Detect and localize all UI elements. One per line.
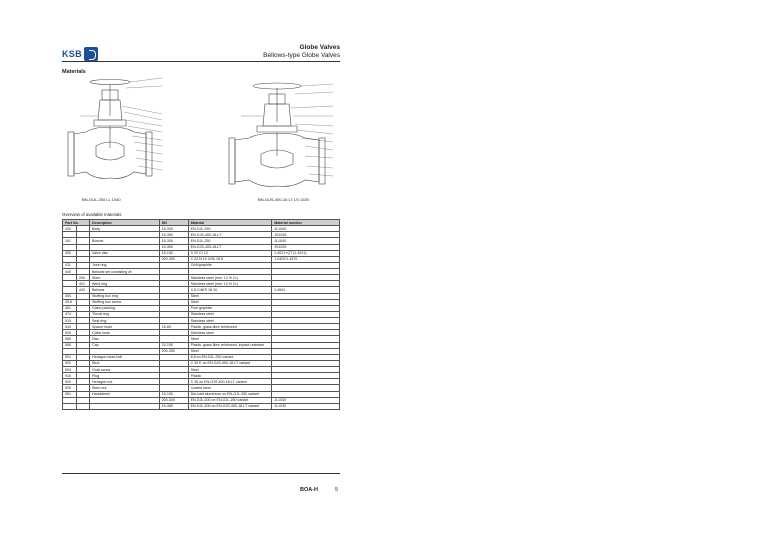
cell-part-no: 100 xyxy=(63,226,77,232)
cell-description: Cap xyxy=(89,342,159,348)
cell-description: Gland packing xyxy=(89,305,159,311)
cell-part-no: 515 xyxy=(63,318,77,324)
cell-dn: 200-300 xyxy=(159,397,188,403)
cell-description: Stem xyxy=(89,275,159,281)
table-caption: Overview of available materials xyxy=(62,212,122,217)
cell-part-no: 550 xyxy=(63,336,77,342)
cell-description: Seat ring xyxy=(89,318,159,324)
cell-part-no: 411 xyxy=(63,262,77,268)
cell-material-number: JS1025 xyxy=(272,232,340,238)
cell-part-no: 440 xyxy=(63,269,77,275)
cell-material: EN-GJS-400-18-LT xyxy=(188,232,272,238)
header-part-no: Part No. xyxy=(63,220,90,226)
cell-material-number: JL1030 xyxy=(272,403,340,409)
header-title: Globe Valves xyxy=(299,44,340,51)
cell-sub-part-no: 442 xyxy=(76,287,89,293)
cell-material: C 35 on EN-GJS-400-18-LT variant xyxy=(188,379,272,385)
cell-material-number: JL1030 xyxy=(272,397,340,403)
cell-dn: 15-300 xyxy=(159,226,188,232)
cell-dn: 200-350 xyxy=(159,348,188,354)
header-material-number: Material number xyxy=(272,220,340,226)
cell-material: Steel xyxy=(188,293,272,299)
cell-description: Collar bush xyxy=(89,330,159,336)
cell-dn: 15-150 xyxy=(159,391,188,397)
cell-part-no: 350 xyxy=(63,250,77,256)
cell-material: Stainless steel (min. 13 % Cr) xyxy=(188,275,272,281)
table-row xyxy=(63,403,340,409)
cell-dn: 15-65 xyxy=(159,324,188,330)
cell-description: Weld ring xyxy=(89,281,159,287)
cell-dn: 15-350 xyxy=(159,232,188,238)
cell-description: Handwheel xyxy=(89,391,159,397)
cell-dn: 15-150 xyxy=(159,250,188,256)
figure-right-caption: BN-GUS-400-16 LT LS 1025 xyxy=(258,197,309,202)
cell-material-number: JS1025 xyxy=(272,244,340,250)
cell-description: Thrust ring xyxy=(89,311,159,317)
cell-description: Valve disc xyxy=(89,250,159,256)
cell-material: Die-cast aluminium on EN-GJL-250 variant xyxy=(188,391,272,397)
cell-part-no: 920 xyxy=(63,379,77,385)
cell-part-no: 454 xyxy=(63,293,77,299)
cell-material: 8.8 on EN-GJL-250 variant xyxy=(188,354,272,360)
cell-description: Stem nut xyxy=(89,385,159,391)
cell-material: Steel xyxy=(188,299,272,305)
materials-table xyxy=(62,219,340,410)
cell-part-no: 961 xyxy=(63,391,77,397)
header-divider xyxy=(62,61,340,62)
ksb-logo-icon xyxy=(84,47,98,61)
cell-material: X 6 CrNiTi 18 10 xyxy=(188,287,272,293)
cell-material: Plastic xyxy=(188,373,272,379)
cell-material-number: JL1040 xyxy=(272,238,340,244)
cell-material: EN-GJL-200 on EN-GJL-250 variant xyxy=(188,397,272,403)
cell-material: EN-GJS-400-18-LT xyxy=(188,244,272,250)
valve-drawing-right xyxy=(225,76,350,191)
cell-material: C 22,N 10 CrNi 18 8 xyxy=(188,256,272,262)
cell-description: Joint ring xyxy=(89,262,159,268)
cell-description: Grub screw xyxy=(89,367,159,373)
cell-material: EN-GJL-250 xyxy=(188,238,272,244)
cell-description: Bellows xyxy=(89,287,159,293)
cell-material: Coated steel xyxy=(188,385,272,391)
cell-part-no: 580 xyxy=(63,342,77,348)
cell-part-no: 45.6 xyxy=(63,299,77,305)
cell-material-number: 1.4021+QT (1.4021) xyxy=(272,250,340,256)
cell-material: Stainless steel (min. 13 % Cr) xyxy=(188,281,272,287)
cell-material-number: 1.0402/1.4370 xyxy=(272,256,340,262)
cell-part-no: 161 xyxy=(63,238,77,244)
cell-material: Stainless steel xyxy=(188,330,272,336)
cell-part-no: 474 xyxy=(63,311,77,317)
cell-material: Plastic, glass-fibre reinforced, impact-resistant xyxy=(188,342,272,348)
section-heading: Materials xyxy=(62,69,86,75)
cell-dn: 15-350 xyxy=(159,244,188,250)
cell-material: Steel xyxy=(188,367,272,373)
cell-material-number: 1.4541 xyxy=(272,287,340,293)
cell-description: Disc xyxy=(89,336,159,342)
cell-description: Hexagon nut xyxy=(89,379,159,385)
cell-dn: 15-350 xyxy=(159,403,188,409)
cell-material-number: JL1040 xyxy=(272,226,340,232)
materials-table-body xyxy=(63,226,340,410)
cell-description: Spacer bush xyxy=(89,324,159,330)
cell-part-no: 461 xyxy=(63,305,77,311)
cell-material: Steel xyxy=(188,336,272,342)
cell-sub-part-no: 401 xyxy=(76,281,89,287)
cell-part-no: 902 xyxy=(63,360,77,366)
cell-description: Stuffing box screw xyxy=(89,299,159,305)
cell-material: Pure graphite xyxy=(188,305,272,311)
header-description: Description xyxy=(89,220,159,226)
cell-sub-part-no xyxy=(76,403,89,409)
cell-material: CrNi/graphite xyxy=(188,262,272,268)
header-subtitle: Bellows-type Globe Valves xyxy=(263,52,340,59)
cell-material: Plastic, glass-fibre reinforced xyxy=(188,324,272,330)
header-dn: DN xyxy=(159,220,188,226)
cell-description xyxy=(89,403,159,409)
footer-doc-code: BOA-H xyxy=(300,487,319,493)
cell-part-no: 916 xyxy=(63,373,77,379)
cell-material: X 20 Cr 13 xyxy=(188,250,272,256)
cell-material: Stainless steel xyxy=(188,318,272,324)
cell-material: Stainless steel xyxy=(188,311,272,317)
cell-dn: 15-150 xyxy=(159,342,188,348)
cell-part-no xyxy=(63,403,77,409)
figure-left-caption: BN-GUL-250 LL 1040 xyxy=(82,197,121,202)
cell-description: Bonnet xyxy=(89,238,159,244)
brand-name: KSB xyxy=(62,49,82,59)
cell-description: Stuffing box ring xyxy=(89,293,159,299)
cell-part-no: 925 xyxy=(63,385,77,391)
cell-material: Steel xyxy=(188,348,272,354)
cell-description: Stud xyxy=(89,360,159,366)
cell-dn: 200-350 xyxy=(159,256,188,262)
cell-dn: 15-300 xyxy=(159,238,188,244)
cell-material: EN-GJL-200 on EN-GJS-400-18-LT variant xyxy=(188,403,272,409)
cell-sub-part-no: 200 xyxy=(76,275,89,281)
valve-drawing-left xyxy=(66,76,184,186)
cell-description: Bellows set consisting of: xyxy=(89,269,159,275)
cell-description: Plug xyxy=(89,373,159,379)
page-number: 5 xyxy=(335,487,339,493)
cell-part-no: 904 xyxy=(63,367,77,373)
footer-divider xyxy=(62,473,340,474)
cell-material: EN-GJL-250 xyxy=(188,226,272,232)
cell-description: Hexagon head bolt xyxy=(89,354,159,360)
cell-part-no: 549 xyxy=(63,330,77,336)
header-material: Material xyxy=(188,220,272,226)
cell-part-no: 543 xyxy=(63,324,77,330)
cell-description: Body xyxy=(89,226,159,232)
cell-material: C 35 E on EN-GJS-400-18-LT variant xyxy=(188,360,272,366)
cell-part-no: 901 xyxy=(63,354,77,360)
